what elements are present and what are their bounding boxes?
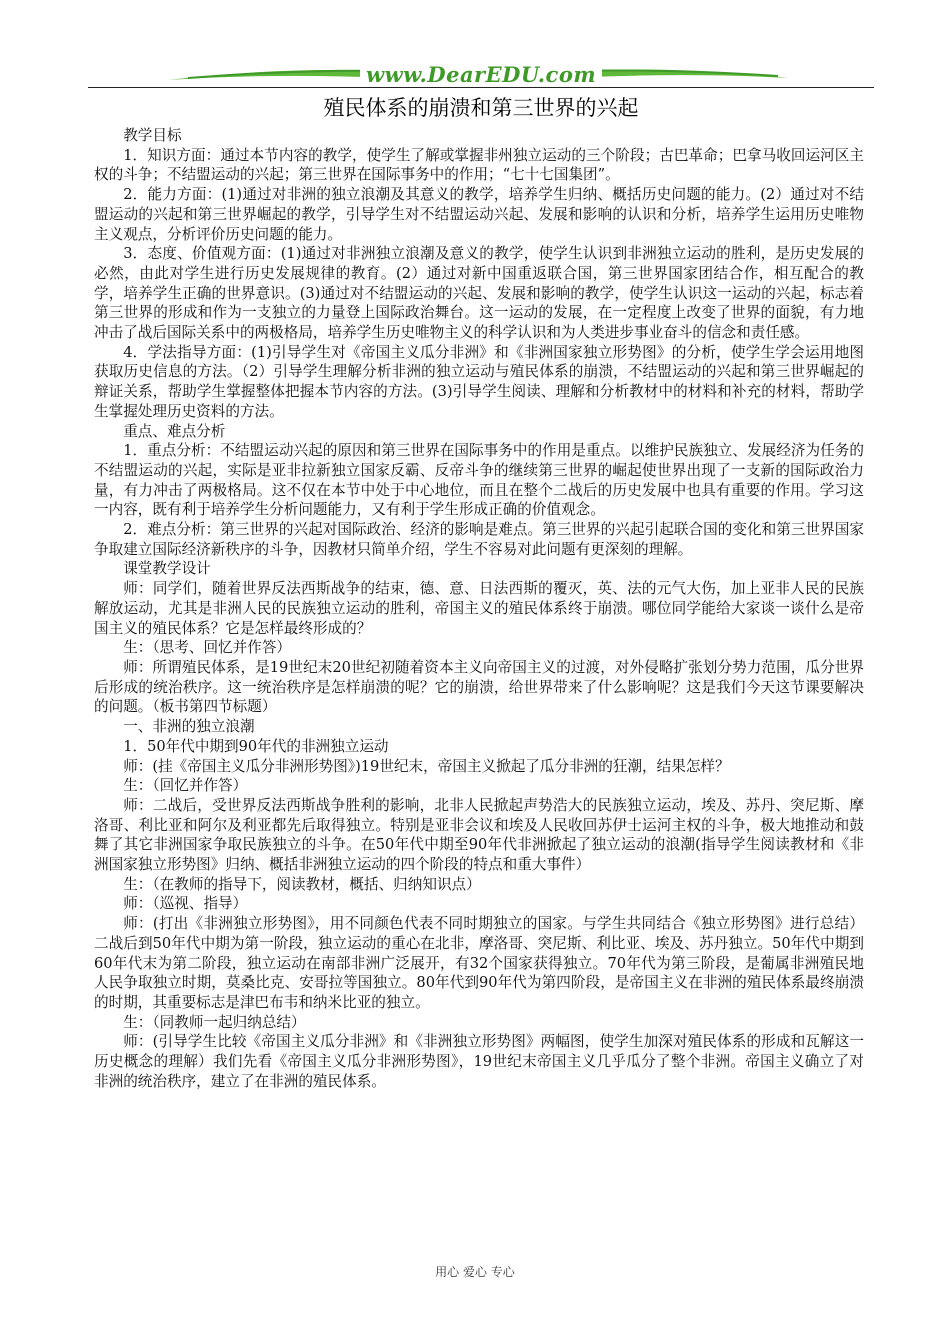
section-heading: 课堂教学设计 bbox=[123, 560, 211, 578]
paragraph: 生：（思考、回忆并作答） bbox=[123, 639, 292, 657]
section-heading: 教学目标 bbox=[123, 127, 182, 144]
paragraph: 生：（同教师一起归纳总结） bbox=[123, 1013, 306, 1031]
paragraph: 1．重点分析：不结盟运动兴起的原因和第三世界在国际事务中的作用是重点。以维护民族独立、发展经济为任务的不结盟运动的兴起，实际是亚非拉新独立国家反霸、反帝斗争的继续第三世界的崛起使世界出现了一支新的国际政治力量，有力冲击了两极格局。这不仅在本节中处于中心地位，而且在整个二战后的历史发展中也具有重要的作用。学习这一内容，既有利于培养学生分析问题能力，又有利于学生形成正确的价值观念。 bbox=[94, 442, 864, 519]
paragraph: 师：所谓殖民体系，是19世纪末20世纪初随着资本主义向帝国主义的过渡，对外侵略扩张划分势力范围，瓜分世界后形成的统治秩序。这一统治秩序是怎样崩溃的呢？它的崩溃，给世界带来了什么影响呢？这是我们今天这节课要解决的问题。（板书第四节标题） bbox=[94, 658, 864, 716]
paragraph: 生：（回忆并作答） bbox=[123, 777, 248, 795]
paragraph: 1．知识方面：通过本节内容的教学，使学生了解或掌握非州独立运动的三个阶段；古巴革命；巴拿马收回运河区主权的斗争；不结盟运动的兴起；第三世界在国际事务中的作用；“七十七国集团”。 bbox=[94, 146, 864, 184]
paragraph: 师：（巡视、指导） bbox=[123, 895, 248, 913]
header-rule bbox=[88, 87, 874, 88]
paragraph: 生：（在教师的指导下，阅读教材，概括、归纳知识点） bbox=[123, 875, 481, 893]
document-body bbox=[94, 126, 864, 1091]
section-heading: 一、非洲的独立浪潮 bbox=[123, 718, 255, 736]
site-url bbox=[88, 62, 874, 87]
paragraph: 2．难点分析：第三世界的兴起对国际政治、经济的影响是难点。第三世界的兴起引起联合国的变化和第三世界国家争取建立国际经济新秩序的斗争，因教材只简单介绍，学生不容易对此问题有更深刻的理解。 bbox=[94, 521, 864, 558]
page-footer: 用心 爱心 专心 bbox=[435, 1265, 515, 1279]
paragraph: 师：二战后，受世界反法西斯战争胜利的影响，北非人民掀起声势浩大的民族独立运动，埃及、苏丹、突尼斯、摩洛哥、利比亚和阿尔及利亚都先后取得独立。特别是亚非会议和埃及人民收回苏伊士运河主权的斗争，极大地推动和鼓舞了其它非洲国家争取民族独立的斗争。在50年代中期至90年代非洲掀起了独立运动的浪潮(指导学生阅读教材和《非洲国家独立形势图》归纳、概括非洲独立运动的四个阶段的特点和重大事件） bbox=[94, 796, 864, 874]
paragraph: 师：(引导学生比较《帝国主义瓜分非洲》和《非洲独立形势图》两幅图，使学生加深对殖民体系的形成和瓦解这一历史概念的理解）我们先看《帝国主义瓜分非洲形势图》，19世纪末帝国主义几乎瓜分了整个非洲。帝国主义确立了对非洲的统治秩序，建立了在非洲的殖民体系。 bbox=[94, 1033, 864, 1090]
paragraph: 3．态度、价值观方面：(1)通过对非洲独立浪潮及意义的教学，使学生认识到非洲独立运动的胜利，是历史发展的必然，由此对学生进行历史发展规律的教育。(2）通过对新中国重返联合国，第三世界国家团结合作，相互配合的教学，培养学生正确的世界意识。(3)通过对不结盟运动的兴起、发展和影响的教学，使学生认识这一运动的兴起，标志着第三世界的形成和作为一支独立的力量登上国际政治舞台。这一运动的发展，在一定程度上改变了世界的面貌，有力地冲击了战后国际关系中的两极格局，培养学生历史唯物主义的科学认识和为人类进步事业奋斗的信念和责任感。 bbox=[94, 245, 864, 342]
sub-heading: 1．50年代中期到90年代的非洲独立运动 bbox=[123, 737, 389, 755]
paragraph: 4．学法指导方面：(1)引导学生对《帝国主义瓜分非洲》和《非洲国家独立形势图》的分析，使学生学会运用地图获取历史信息的方法。（2）引导学生理解分析非洲的独立运动与殖民体系的崩溃，不结盟运动的兴起和第三世界崛起的辩证关系，帮助学生掌握整体把握本节内容的方法。(3)引导学生阅读、理解和分析教材中的材料和补充的材料，帮助学生掌握处理历史资料的方法。 bbox=[94, 343, 864, 420]
paragraph: 2．能力方面：(1)通过对非洲的独立浪潮及其意义的教学，培养学生归纳、概括历史问题的能力。(2）通过对不结盟运动的兴起和第三世界崛起的教学，引导学生对不结盟运动兴起、发展和影响的认识和分析，培养学生运用历史唯物主义观点，分析评价历史问题的能力。 bbox=[94, 186, 864, 243]
paragraph: 师：(挂《帝国主义瓜分非洲形势图》)19世纪末，帝国主义掀起了瓜分非洲的狂潮，结果怎样？ bbox=[123, 757, 730, 775]
section-heading: 重点、难点分析 bbox=[123, 422, 226, 440]
site-header bbox=[88, 56, 874, 96]
paragraph: 师：(打出《非洲独立形势图》，用不同颜色代表不同时期独立的国家。与学生共同结合《独立形势图》进行总结）二战后到50年代中期为第一阶段，独立运动的重心在北非，摩洛哥、突尼斯、利比亚、埃及、苏丹独立。50年代中期到60年代末为第二阶段，独立运动在南部非洲广泛展开，有32个国家获得独立。70年代为第三阶段，是葡属非洲殖民地人民争取独立时期，莫桑比克、安哥拉等国独立。80年代到90年代为第四阶段，是帝国主义在非洲的殖民体系最终崩溃的时期，其重要标志是津巴布韦和纳米比亚的独立。 bbox=[94, 915, 864, 1011]
site-url-text: www.DearEDU.com bbox=[360, 62, 602, 87]
page-title: 殖民体系的崩溃和第三世界的兴起 bbox=[323, 96, 639, 120]
paragraph: 师：同学们，随着世界反法西斯战争的结束，德、意、日法西斯的覆灭，英、法的元气大伤，加上亚非人民的民族解放运动，尤其是非洲人民的民族独立运动的胜利，帝国主义的殖民体系终于崩溃。哪位同学能给大家谈一谈什么是帝国主义的殖民体系？它是怎样最终形成的？ bbox=[94, 580, 864, 637]
